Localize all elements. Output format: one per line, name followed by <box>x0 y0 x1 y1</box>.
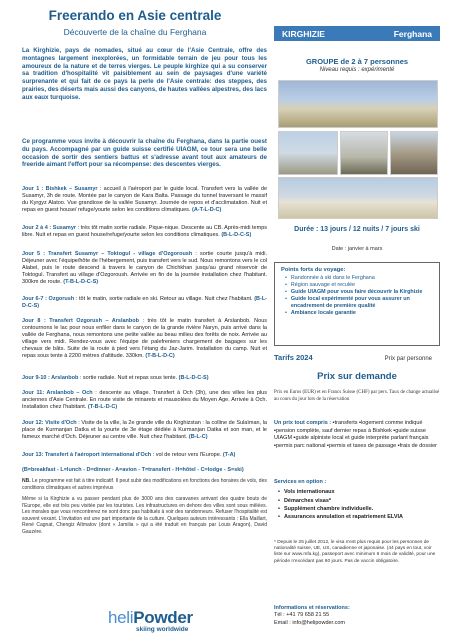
bullet-icon: • <box>278 489 280 496</box>
mountain-photo <box>340 131 388 175</box>
bullet-icon: • <box>285 310 287 317</box>
price-per-person-label: Prix par personne <box>384 356 432 362</box>
day-entry: Jour 6-7 : Ozgorush : tôt le matin, sortie radiale en ski. Retour au village. Nuit chez l'habitant. (B-L-D-C-S) <box>22 296 268 310</box>
tarifs-row <box>274 353 440 362</box>
day-entry: Jour 5 : Transfert Susamyr – Toktogul - village d'Ozgoroush : sortie courte jusqu'à midi. Déjeuner avec l'équipe/hôte de l'hébergement, puis transfert vers le sud. Nous remontons vers le col Alabel, puis le route descend à travers le canyon de Chichkhan jusqu'au grand réservoir de Toktogul. Transfert au village d'Ozgoroush. Arrivée en fin de la journée installation chez l'habitant. 300km de route. (T-B-L-D-C-S) <box>22 251 268 286</box>
bullet-icon: • <box>285 296 287 303</box>
bullet-icon: • <box>285 289 287 296</box>
highlights-box <box>274 262 440 346</box>
intro-paragraph: La Kirghizie, pays de nomades, situé au cœur de l'Asie Centrale, offre des montagnes largement inexplorées, un formidable terrain de jeu pour tous les amoureux de la nature et de terres vierges. Le peuple kirghize qui a su conserver sa tradition d'hospitalité vit paisiblement au sein de paysages d'une variété surprenante et qui fait de ce pays la perle de l'Asie centrale: des steppes, des prairies, des déserts mais aussi des canyons, de hautes vallées alpestres, des lacs aux eaux turquoise. <box>22 47 267 101</box>
included-services <box>274 420 440 451</box>
duration: Durée : 13 jours / 12 nuits / 7 jours ski <box>294 226 420 233</box>
bullet-icon: • <box>278 505 280 512</box>
options-title: Services en option : <box>274 479 327 485</box>
included-title: Un prix tout compris : <box>274 420 332 426</box>
optional-services <box>274 478 440 521</box>
yurt-photo <box>278 131 338 175</box>
highlight-item: • Guide UIAGM pour vous faire découvrir la Kirghizie <box>285 289 423 296</box>
day-entry: Jour 2 à 4 : Susamyr : très tôt matin sortie radiale. Pique-nique. Descente au CB. Après-midi temps libre. Nuit et repas en guest house/refuge/yourte selon les conditions climatiques. (B-L-D-C-S) <box>22 225 268 239</box>
day-entry: Jour 8 : Transfert Ozgorush – Arslanbob : très tôt le matin transfert à Arslanbob. Nous contournons le lac pour nous enfiler dans le canyon de la grande rivière Naryn, puis arrivé dans la vallée de Ferghana, nous remontons une petite vallée au beau milieu des forêts de noix. Arrivée au village vers midi. Rendez-vous avec l'équipe de palefreniers chargement de bagages sur les chevaux de bâts. Suite de la route à pied vers l'étang du Jaz-Jarim. Installation du camp. Nuit et repas sous tente à 2200 mètres d'altitude. 330km. (T-B-L-D-C) <box>22 318 268 360</box>
tarifs-title: Tarifs 2024 <box>274 353 313 362</box>
logo-tagline: skiing worldwide <box>136 626 189 633</box>
day-entry: Jour 9-10 : Arslanbob : sortie radiale. Nuit et repas sous tente. (B-L-D-C-S) <box>22 375 209 381</box>
highlight-item: • Guide local expérimenté pour vous assurer un encadrement de première qualité <box>285 296 410 310</box>
highlight-item: • Randonnée à ski dans le Ferghana <box>285 275 375 281</box>
skier-photo <box>278 177 438 219</box>
level-required: Niveau requis : expérimenté <box>319 67 395 73</box>
day-entry: Jour 1 : Bishkek – Susamyr : accueil à l'aéroport par le guide local. Transfert vers la vallée de Susamyr, 3h de route. Montée par le canyon de Kara Balta. Passage du tunnel traversant le massif du Kyrgyz Alatoo. Vue grandiose de la vallée Susamyr. Journée de repos et d'acclimatation. Nuit et repas en guest house/ refuge/yourte selon les conditions climatiques. (A-T-L-D-C) <box>22 186 267 214</box>
group-size: GROUPE de 2 à 7 personnes <box>305 57 409 66</box>
nb-note: NB. Le programme est fait à titre indicatif. Il peut subir des modifications en fonctions des horaires de vols, des conditions climatiques et autres imprévus <box>22 478 267 491</box>
price-note: Prix en Euros (EUR) et en Francs Suisse (CHF) par pers. Taux de change actualisé au cours du jour lors de la réservation <box>274 390 440 402</box>
contact-phone: Tél : +41 79 658 21 55 <box>274 612 330 619</box>
visa-footnote: * Depuis le 25 juillet 2012, le visa n'est plus requis pour les personnes de nationalité suisse, UE, US, canadienne et japonaise. (44 pays en tout, voir liste sur www.mfa.kg), passeport avec minimum 6 mois de validité, pour une période n'excédant pas 60 jours. Pas de vaccin obligatoire. <box>274 540 436 564</box>
bullet-icon: • <box>278 514 280 520</box>
highlight-item: • Région sauvage et reculée <box>285 282 356 289</box>
horse-photo <box>390 131 438 175</box>
landscape-photo <box>278 80 438 128</box>
bullet-icon: • <box>278 497 280 504</box>
contact-title: Informations et réservations: <box>274 605 350 611</box>
trip-date: Date : janvier à mars <box>331 246 383 252</box>
contact-email[interactable]: Email : info@helipowder.com <box>274 619 346 626</box>
banner-country: KIRGHIZIE <box>282 28 325 39</box>
day-entry: Jour 11: Arslanbob – Och : descente au village. Transfert à Och (3h), une des villes les plus anciennes d'Asie Centrale. En route visite de minarets et mausolées du Moyen Age. Arrivée à Och. Installation chez l'habitant. (T-B-L-D-C) <box>22 390 267 411</box>
option-item: • Supplément chambre individuelle. <box>278 505 374 512</box>
bullet-icon: • <box>285 275 287 281</box>
day-entry: Jour 12: Visite d'Och : Visite de la ville, la 2e grande ville du Kirghizstan : la colline de Sulaïman, la place de Kurmanjan Datka et la yourte de 3e étage dédiée à Kurmanjan Datka et son man, et le fameux marché d'Och. Déjeuner au centre ville. Nuit chez l'habitant. (B-L-C) <box>22 420 267 441</box>
helipowder-logo: heliPowder skiing worldwide <box>108 608 248 633</box>
price-on-request: Prix sur demande <box>317 371 397 382</box>
country-banner <box>274 26 440 41</box>
banner-region: Ferghana <box>393 28 432 39</box>
option-item: • Assurances annulation et rapatriement ELVIA <box>278 514 404 520</box>
page-title: Freerando en Asie centrale <box>48 8 222 23</box>
page-subtitle: Découverte de la chaîne du Ferghana <box>63 27 207 37</box>
highlight-item: • Ambiance locale garantie <box>285 310 356 317</box>
highlights-title: Points forts du voyage: <box>281 267 346 273</box>
day-entry: Jour 13: Transfert à l'aéroport international d'Och : vol de retour vers l'Europe. (T-A) <box>22 452 236 458</box>
intro-paragraph: Ce programme vous invite à découvrir la chaîne du Ferghana, dans la partie ouest du pays. Accompagné par un guide suisse certifié UIAGM, ce tour sera une belle occasion de sortir des sentiers battus et s'adresse avant tout aux amateurs de freeride aimant l'effort pour sa récompense: des descentes vierges. <box>22 138 267 169</box>
contact-info <box>274 605 440 627</box>
meal-legend: (B=breakfast - L=lunch - D=dinner - A=avion - T=transfert - H=hôtel - C=lodge - S=ski) <box>22 467 244 473</box>
closing-paragraph: Même si la Kirghizie a vu passer pendant plus de 3000 ans des caravanes arrivant des quatre bouts de l'Europe, elle est très peu visitée par les touristes. Les infrastructures en dehors des villes sont sous mêlées. Les morales que vous rencontrerez ne sont donc pas habitués à voir des randonneurs. Refuser l'hospitalité est souvent vexant. L'invitation est une part importante de la culture. Quelques auteurs intéressants : Ella Maillart, René Cagnat, Chengiz Aïtmatov (dont « Jamilia » qui a été traduit en français par Louis Aragon), David Gauzère. <box>22 496 267 535</box>
included-text: ▪transferts ▪logement comme indiqué ▪pension complète, sauf dernier repas à Bishkek ▪guide suisse UIAGM ▪guide alpiniste local et guide interprète parlant français ▪permis parc national ▪permis et taxes de passage ▪frais de dossier <box>274 420 437 450</box>
option-item: • Vols internationaux <box>278 489 335 496</box>
option-item: • Démarches visas* <box>278 497 332 504</box>
bullet-icon: • <box>285 282 287 289</box>
